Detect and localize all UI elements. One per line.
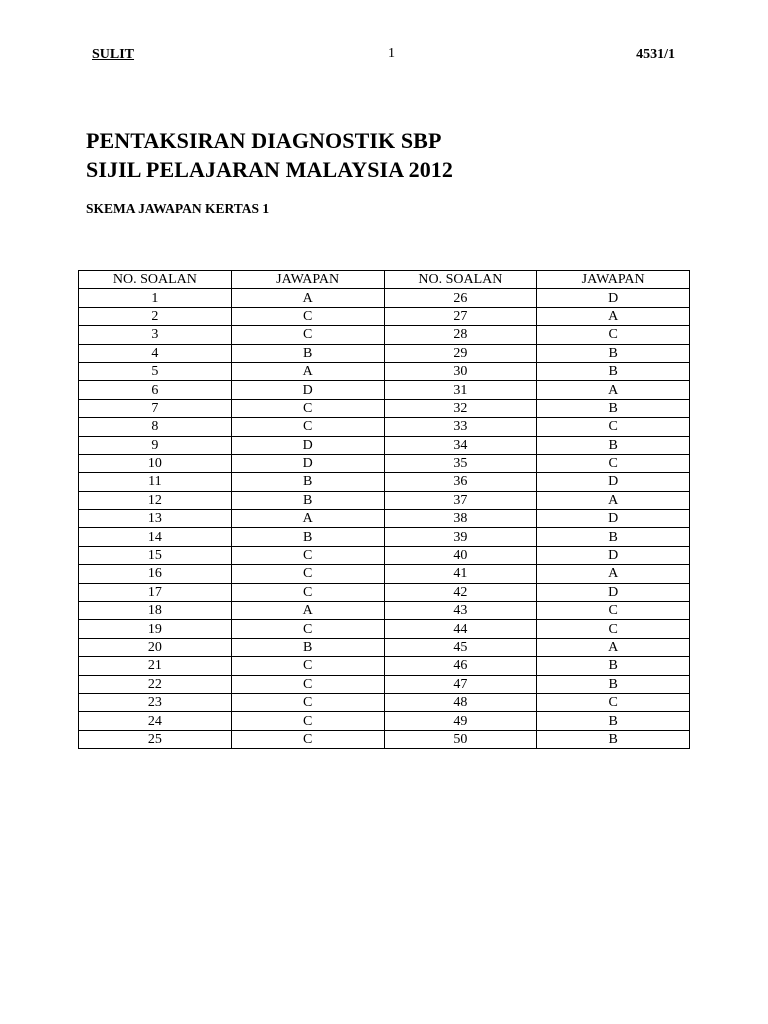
question-number-cell: 45 [384,638,537,656]
answer-cell: D [537,546,690,564]
question-number-cell: 37 [384,491,537,509]
table-row [79,675,690,693]
question-number-cell: 42 [384,583,537,601]
question-number-cell: 41 [384,565,537,583]
table-row [79,418,690,436]
answer-cell: B [537,657,690,675]
answer-cell: B [537,712,690,730]
table-row [79,693,690,711]
answer-cell: B [231,491,384,509]
answer-cell: C [231,620,384,638]
answer-cell: C [231,546,384,564]
question-number-cell: 26 [384,289,537,307]
question-number-cell: 13 [79,510,232,528]
table-row [79,362,690,380]
table-row [79,730,690,748]
answer-cell: A [537,307,690,325]
question-number-cell: 8 [79,418,232,436]
answer-cell: C [231,675,384,693]
question-number-cell: 49 [384,712,537,730]
answer-cell: A [537,491,690,509]
question-number-cell: 38 [384,510,537,528]
answer-cell: D [537,583,690,601]
header-sulit: SULIT [92,47,135,62]
question-number-cell: 7 [79,399,232,417]
question-number-cell: 19 [79,620,232,638]
question-number-cell: 40 [384,546,537,564]
answer-cell: B [537,675,690,693]
answer-cell: C [231,307,384,325]
question-number-cell: 17 [79,583,232,601]
question-number-cell: 4 [79,344,232,362]
table-row [79,436,690,454]
section-subtitle: SKEMA JAWAPAN KERTAS 1 [86,201,270,216]
paper-code: 4531/1 [636,47,675,62]
table-row [79,583,690,601]
column-header: JAWAPAN [537,271,690,289]
page-title-line2: SIJIL PELAJARAN MALAYSIA 2012 [86,157,453,182]
question-number-cell: 31 [384,381,537,399]
answer-cell: A [537,638,690,656]
question-number-cell: 32 [384,399,537,417]
question-number-cell: 24 [79,712,232,730]
question-number-cell: 50 [384,730,537,748]
table-row [79,712,690,730]
question-number-cell: 44 [384,620,537,638]
answer-cell: D [231,381,384,399]
question-number-cell: 5 [79,362,232,380]
question-number-cell: 11 [79,473,232,491]
table-body [79,289,690,749]
answer-cell: C [231,730,384,748]
question-number-cell: 23 [79,693,232,711]
table-row [79,381,690,399]
answer-cell: B [537,399,690,417]
answer-cell: C [231,693,384,711]
question-number-cell: 47 [384,675,537,693]
table-row [79,546,690,564]
question-number-cell: 15 [79,546,232,564]
table-row [79,638,690,656]
answer-cell: C [231,565,384,583]
question-number-cell: 21 [79,657,232,675]
answer-cell: C [231,326,384,344]
answer-cell: C [231,583,384,601]
answer-cell: B [537,344,690,362]
table-row [79,528,690,546]
question-number-cell: 2 [79,307,232,325]
question-number-cell: 35 [384,454,537,472]
answer-cell: C [537,693,690,711]
answer-cell: B [231,473,384,491]
answer-cell: B [537,528,690,546]
question-number-cell: 10 [79,454,232,472]
question-number-cell: 34 [384,436,537,454]
answer-cell: B [537,362,690,380]
page-number: 1 [388,46,395,61]
question-number-cell: 6 [79,381,232,399]
table-row [79,620,690,638]
answer-cell: C [231,399,384,417]
question-number-cell: 16 [79,565,232,583]
table-row [79,602,690,620]
answer-cell: C [231,712,384,730]
table-row [79,657,690,675]
question-number-cell: 3 [79,326,232,344]
question-number-cell: 43 [384,602,537,620]
question-number-cell: 1 [79,289,232,307]
table-row [79,289,690,307]
answer-cell: C [537,418,690,436]
question-number-cell: 28 [384,326,537,344]
answer-cell: D [231,454,384,472]
table-row [79,491,690,509]
answer-cell: C [537,602,690,620]
answer-cell: D [231,436,384,454]
question-number-cell: 9 [79,436,232,454]
answer-cell: A [231,510,384,528]
answer-cell: B [537,730,690,748]
column-header: JAWAPAN [231,271,384,289]
question-number-cell: 14 [79,528,232,546]
question-number-cell: 22 [79,675,232,693]
answer-cell: B [231,344,384,362]
question-number-cell: 18 [79,602,232,620]
question-number-cell: 25 [79,730,232,748]
answer-cell: A [231,289,384,307]
column-header: NO. SOALAN [384,271,537,289]
question-number-cell: 48 [384,693,537,711]
table-row [79,326,690,344]
question-number-cell: 12 [79,491,232,509]
table-row [79,344,690,362]
table-row [79,454,690,472]
table-row [79,510,690,528]
answer-cell: C [231,657,384,675]
table-row [79,399,690,417]
answer-cell: B [231,638,384,656]
answer-cell: A [231,362,384,380]
answer-cell: A [537,565,690,583]
answer-cell: C [231,418,384,436]
answer-cell: C [537,620,690,638]
question-number-cell: 36 [384,473,537,491]
answer-table [78,270,690,749]
page-title: PENTAKSIRAN DIAGNOSTIK SBP [86,128,442,153]
answer-cell: B [231,528,384,546]
question-number-cell: 46 [384,657,537,675]
answer-cell: D [537,473,690,491]
answer-cell: C [537,326,690,344]
answer-cell: D [537,510,690,528]
question-number-cell: 30 [384,362,537,380]
answer-cell: B [537,436,690,454]
answer-cell: D [537,289,690,307]
table-row [79,565,690,583]
answer-cell: C [537,454,690,472]
question-number-cell: 33 [384,418,537,436]
table-row [79,307,690,325]
answer-cell: A [537,381,690,399]
question-number-cell: 27 [384,307,537,325]
answer-cell: A [231,602,384,620]
table-row [79,473,690,491]
question-number-cell: 20 [79,638,232,656]
question-number-cell: 29 [384,344,537,362]
question-number-cell: 39 [384,528,537,546]
table-header-row [79,271,690,289]
column-header: NO. SOALAN [79,271,232,289]
